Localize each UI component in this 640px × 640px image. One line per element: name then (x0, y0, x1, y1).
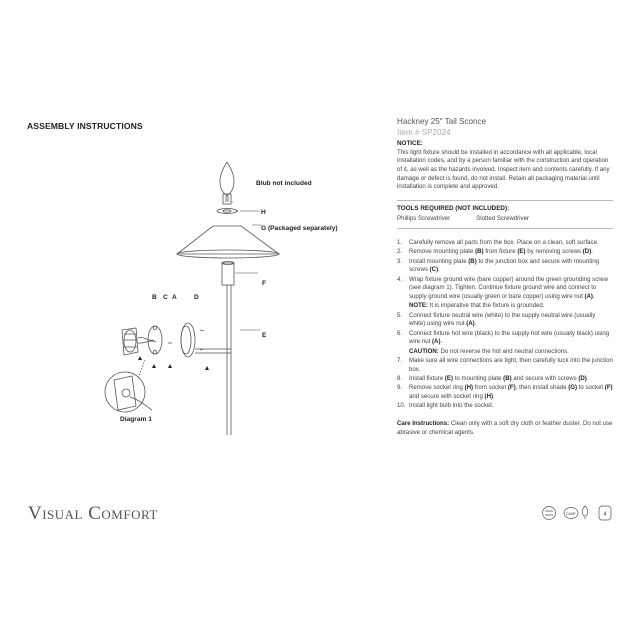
divider (397, 200, 613, 201)
etl-listed-icon (543, 507, 556, 520)
step-caution: CAUTION: Do not reverse the hot and neutral connections. (409, 347, 569, 355)
label-e: E (262, 332, 267, 339)
step-text: Connect fixture neutral wire (white) to the supply neutral wire (usually white) using wire nut (A). (409, 311, 596, 328)
step-number: 9. (397, 384, 403, 392)
label-a: A (172, 294, 177, 301)
damp-text: DAMP (566, 512, 576, 516)
step-number: 7. (397, 357, 403, 365)
step-text: Make sure all wire connections are tight, then carefully tuck into the junction box. (409, 357, 613, 373)
step-text: Carefully remove all parts from the box. Place on a clean, soft surface. (409, 238, 599, 246)
instructions-panel (397, 118, 613, 437)
step-item (397, 258, 613, 275)
candle-bulb-icon (220, 162, 234, 202)
product-name: Hackney 25" Tail Sconce (397, 117, 487, 126)
count-text: 4 (603, 511, 607, 518)
assembly-diagram (100, 150, 380, 440)
label-b: B (152, 294, 157, 301)
step-text: Wrap fixture ground wire (bare copper) around the green grounding screw (see diagram 1). Tighten. Continue fixture ground wire and connect to supply ground wire (usually green or bare copper) using wire nut (A). (409, 275, 609, 300)
step-item (397, 375, 613, 384)
socket-ring-icon (217, 209, 237, 214)
step-text: Install mounting plate (B) to the junction box and secure with mounting screws (C). (409, 257, 600, 274)
step-number: 10. (397, 402, 406, 410)
step-text: Connect fixture hot wire (black) to the supply hot wire (usually black) using wire nut (A). (409, 329, 610, 346)
label-bulb: Blub not included (256, 180, 312, 187)
step-item (397, 248, 613, 257)
step-number: 8. (397, 375, 403, 383)
step-note: NOTE: It is imperative that the fixture is grounded. (409, 302, 545, 310)
step-number: 6. (397, 329, 403, 337)
certification-icons (540, 502, 616, 524)
brand-logo: Visual Comfort (28, 503, 158, 524)
label-f: F (262, 280, 267, 287)
step-item (397, 312, 613, 329)
notice-heading: NOTICE: (397, 140, 423, 148)
step-text: Remove mounting plate (B) from fixture (E) by removing screws (D). (409, 248, 593, 256)
label-d: D (194, 294, 199, 301)
notice-text: This light fixture should be installed in accordance with all applicable, local installation codes, and by a person familiar with the construction and operation of it, as well as the hazards involved. Inspect item and contents carefully. If any damage or defect is found, do not install. Retain all packaging material until installation is complete and approved. (397, 148, 610, 191)
label-c: C (163, 294, 168, 301)
divider (397, 228, 613, 229)
step-item (397, 384, 613, 401)
tools-heading: TOOLS REQUIRED (NOT INCLUDED): (397, 204, 510, 212)
step-text: Remove socket ring (H) from socket (F), then install shade (G) to socket (F) and secure with socket ring (H). (409, 384, 613, 400)
step-item (397, 239, 613, 248)
step-item (397, 357, 613, 374)
item-number: Item # SP2024 (397, 127, 451, 137)
step-number: 1. (397, 238, 403, 246)
tool-item: Slotted Screwdriver (476, 215, 530, 223)
step-text: Install fixture (E) to mounting plate (B) and secure with screws (D). (409, 375, 589, 383)
label-g: G (Packaged separately) (261, 225, 338, 232)
step-number: 5. (397, 311, 403, 319)
step-number: 3. (397, 257, 403, 265)
arm-icon (227, 285, 231, 435)
label-diagram-1: Diagram 1 (120, 416, 152, 423)
bulb-icon (582, 506, 588, 518)
steps-list (397, 239, 613, 411)
step-text: Install light bulb into the socket. (409, 402, 494, 410)
socket-icon (222, 263, 234, 285)
tool-item: Phillips Screwdriver (397, 215, 451, 223)
assembly-instructions-title: ASSEMBLY INSTRUCTIONS (27, 121, 143, 131)
tools-list (397, 215, 613, 224)
step-number: 2. (397, 248, 403, 256)
diagram-1-detail-icon (105, 372, 145, 412)
step-item (397, 276, 613, 302)
label-h: H (261, 209, 266, 216)
step-item (397, 402, 613, 411)
care-instructions: Care Instructions: Clean only with a soft dry cloth or feather duster. Do not use abrasive or chemical agents. (397, 419, 613, 436)
step-number: 4. (397, 275, 403, 283)
step-item (397, 330, 613, 347)
